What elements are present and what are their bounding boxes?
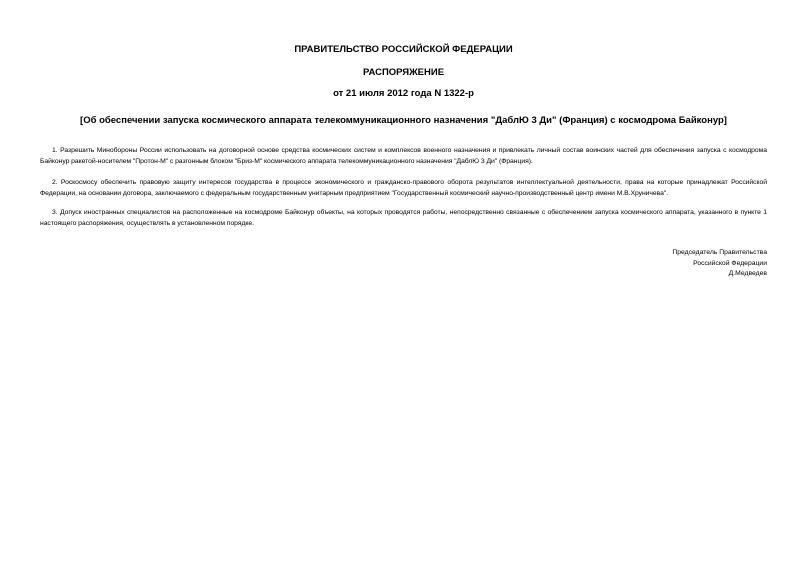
government-heading: ПРАВИТЕЛЬСТВО РОССИЙСКОЙ ФЕДЕРАЦИИ xyxy=(294,44,513,55)
paragraph-3: 3. Допуск иностранных специалистов на расположенные на космодроме Байконур объекты, на которых проводятся работы, непосредственно связанные с обеспечением запуска космического аппарата, указанного в пункте 1 настоящего распоряжения, осуществлять в установленном порядке. xyxy=(40,209,767,227)
document-title: [Об обеспечении запуска космического аппарата телекоммуникационного назначения "ДаблЮ 3 Ди" (Франция) с космодрома Байконур] xyxy=(80,115,727,126)
signature-name: Д.Медведев xyxy=(728,270,767,277)
date-number-line: от 21 июля 2012 года N 1322-р xyxy=(333,88,474,99)
signature-position: Председатель Правительства xyxy=(672,249,767,256)
signature-country: Российской Федерации xyxy=(693,259,767,267)
paragraph-1: 1. Разрешить Минобороны России использовать на договорной основе средства космических систем и комплексов военного назначения и привлекать личный состав воинских частей для обеспечения запуска с космодрома Байконур ракетой-носителем "Протон-М" с разгонным блоком "Бриз-М" космического аппарата телекоммуникационного назначения "ДаблЮ 3 Ди" (Франция). xyxy=(40,147,767,165)
signature-block xyxy=(672,248,767,280)
document-type-heading: РАСПОРЯЖЕНИЕ xyxy=(362,67,445,78)
paragraph-2: 2. Роскосмосу обеспечить правовую защиту интересов государства в процессе экономического и гражданско-правового оборота результатов интеллектуальной деятельности, права на которые принадлежат Российской Федерации, на основании договора, заключаемого с федеральным государственным унитарным предприятием "Государственный космический научно-производственный центр имени М.В.Хруничева". xyxy=(40,179,767,197)
